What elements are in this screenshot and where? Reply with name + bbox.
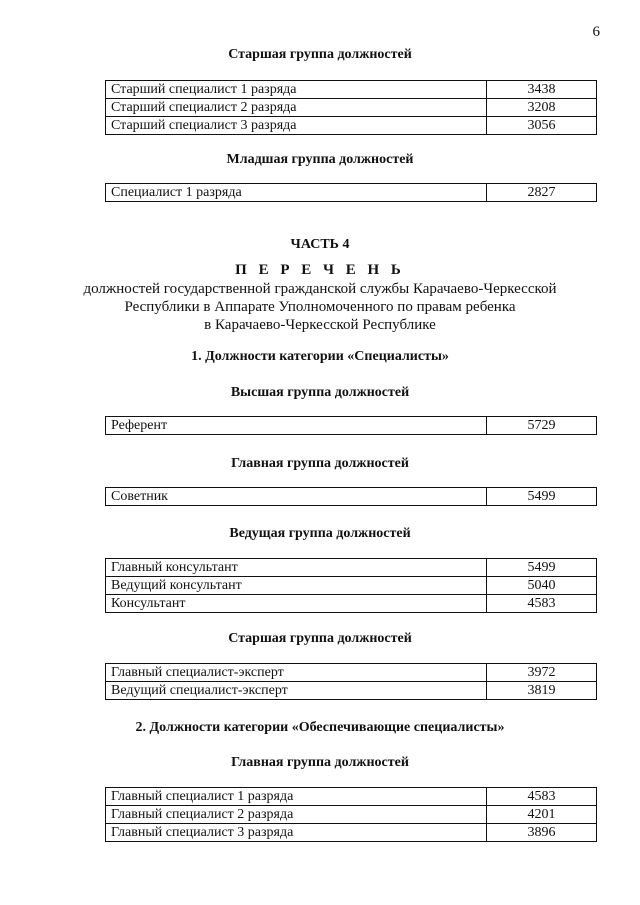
position-title: Ведущий специалист-эксперт [106, 682, 487, 700]
table-row [106, 559, 597, 577]
position-value: 4583 [487, 788, 597, 806]
position-title: Ведущий консультант [106, 577, 487, 595]
page-number: 6 [592, 24, 600, 40]
position-value: 4583 [487, 595, 597, 613]
positions-table [105, 487, 597, 506]
position-title: Старший специалист 2 разряда [106, 99, 487, 117]
position-value: 5499 [487, 488, 597, 506]
table-row [106, 99, 597, 117]
table-row [106, 682, 597, 700]
group-title: Младшая группа должностей [226, 152, 414, 167]
table-row [106, 81, 597, 99]
group-title: Ведущая группа должностей [229, 526, 411, 541]
position-title: Специалист 1 разряда [106, 184, 487, 202]
position-title: Старший специалист 3 разряда [106, 117, 487, 135]
group-title: Главная группа должностей [231, 755, 409, 770]
position-value: 3896 [487, 824, 597, 842]
position-value: 3819 [487, 682, 597, 700]
category-title: 2. Должности категории «Обеспечивающие специалисты» [135, 720, 505, 735]
subtitle-line: Республики в Аппарате Уполномоченного по правам ребенка [124, 299, 516, 315]
positions-table [105, 787, 597, 842]
position-title: Главный специалист-эксперт [106, 664, 487, 682]
table-row [106, 577, 597, 595]
subtitle-line: должностей государственной гражданской службы Карачаево-Черкесской [83, 281, 557, 297]
group-title: Старшая группа должностей [228, 631, 412, 646]
position-value: 3208 [487, 99, 597, 117]
position-title: Главный специалист 2 разряда [106, 806, 487, 824]
positions-table [105, 663, 597, 700]
group-title: Высшая группа должностей [230, 385, 410, 400]
position-value: 5729 [487, 417, 597, 435]
position-title: Главный специалист 3 разряда [106, 824, 487, 842]
position-value: 3056 [487, 117, 597, 135]
position-value: 5499 [487, 559, 597, 577]
position-value: 4201 [487, 806, 597, 824]
group-title: Главная группа должностей [231, 456, 409, 471]
table-row [106, 664, 597, 682]
table-row [106, 595, 597, 613]
position-value: 2827 [487, 184, 597, 202]
part-title: ЧАСТЬ 4 [290, 237, 350, 252]
positions-table [105, 558, 597, 613]
positions-table [105, 183, 597, 202]
position-title: Главный специалист 1 разряда [106, 788, 487, 806]
positions-table [105, 416, 597, 435]
table-row [106, 806, 597, 824]
position-title: Главный консультант [106, 559, 487, 577]
position-value: 3972 [487, 664, 597, 682]
category-title: 1. Должности категории «Специалисты» [191, 349, 449, 364]
table-row [106, 788, 597, 806]
table-row [106, 488, 597, 506]
list-title: П Е Р Е Ч Е Н Ь [235, 262, 405, 278]
position-value: 5040 [487, 577, 597, 595]
position-title: Консультант [106, 595, 487, 613]
table-row [106, 184, 597, 202]
subtitle-line: в Карачаево-Черкесской Республике [204, 317, 436, 333]
position-title: Старший специалист 1 разряда [106, 81, 487, 99]
group-title: Старшая группа должностей [228, 47, 412, 62]
position-title: Советник [106, 488, 487, 506]
table-row [106, 417, 597, 435]
table-row [106, 117, 597, 135]
positions-table [105, 80, 597, 135]
table-row [106, 824, 597, 842]
position-value: 3438 [487, 81, 597, 99]
position-title: Референт [106, 417, 487, 435]
